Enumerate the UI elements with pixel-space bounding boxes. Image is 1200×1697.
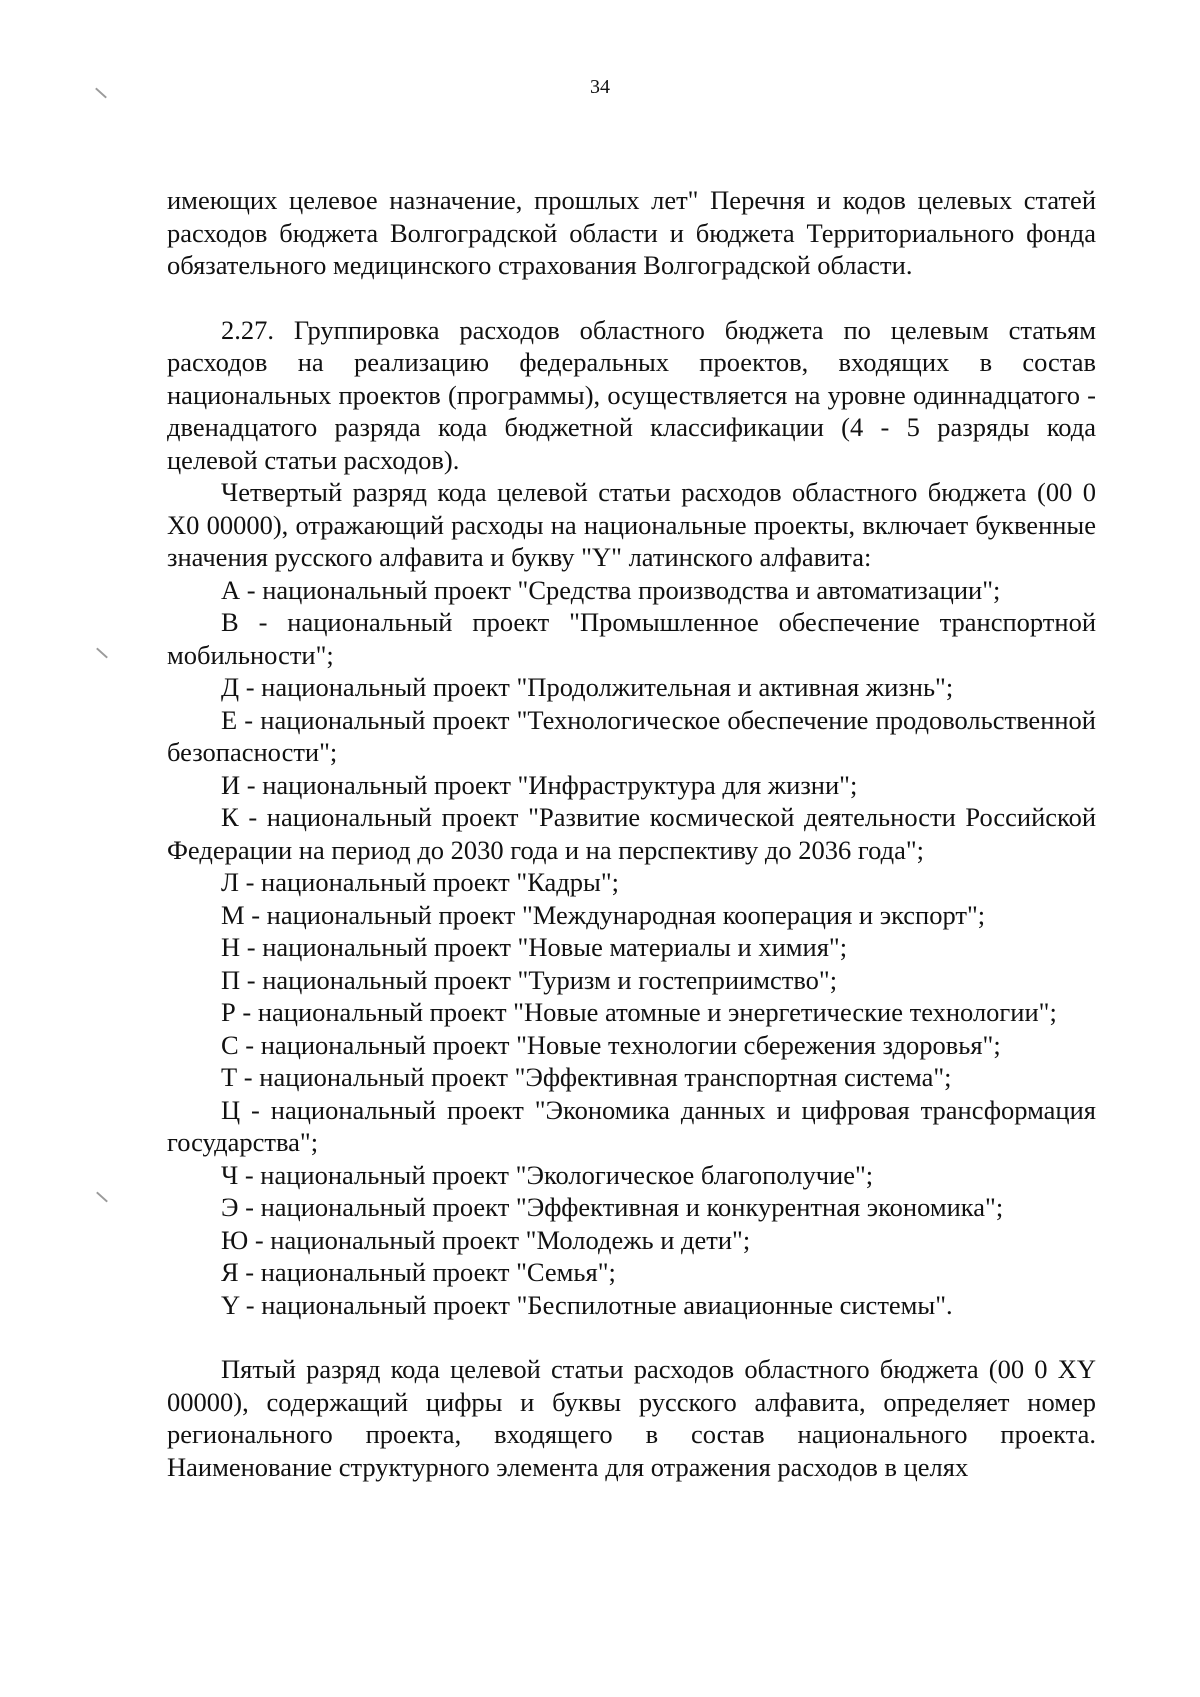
list-item: А - национальный проект "Средства производства и автоматизации"; — [221, 574, 1001, 605]
page-number: 34 — [590, 76, 610, 98]
list-item: Р - национальный проект "Новые атомные и энергетические технологии"; — [221, 997, 1057, 1027]
document-body — [167, 184, 1096, 1483]
scan-mark — [96, 648, 108, 659]
project-list — [167, 574, 1096, 1322]
paragraph-fourth-digit: Четвертый разряд кода целевой статьи расходов областного бюджета (00 0 Х0 00000), отражающий расходы на национальные проекты, включает буквенные значения русского алфавита и букву "Y" латинского алфавита: — [167, 477, 1096, 572]
list-item: М - национальный проект "Международная кооперация и экспорт"; — [221, 899, 986, 930]
list-item: П - национальный проект "Туризм и гостеприимство"; — [221, 964, 838, 995]
list-item: Ч - национальный проект "Экологическое благополучие"; — [221, 1159, 874, 1190]
list-item: Y - национальный проект "Беспилотные авиационные системы". — [221, 1289, 953, 1320]
list-item: Т - национальный проект "Эффективная транспортная система"; — [221, 1062, 952, 1092]
list-item: Е - национальный проект "Технологическое обеспечение продовольственной безопасности"; — [167, 704, 1096, 767]
list-item: И - национальный проект "Инфраструктура для жизни"; — [221, 769, 858, 800]
list-item: Ц - национальный проект "Экономика данных и цифровая трансформация государства"; — [167, 1094, 1096, 1157]
list-item: Н - национальный проект "Новые материалы и химия"; — [221, 932, 848, 962]
list-item: К - национальный проект "Развитие космической деятельности Российской Федерации на период до 2030 года и на перспективу до 2036 года"; — [167, 802, 1096, 865]
list-item: Э - национальный проект "Эффективная и конкурентная экономика"; — [221, 1192, 1004, 1222]
list-item: Я - национальный проект "Семья"; — [221, 1257, 616, 1287]
paragraph-fifth-digit: Пятый разряд кода целевой статьи расходов областного бюджета (00 0 XY 00000), содержащий цифры и буквы русского алфавита, определяет номер регионального проекта, входящего в состав национального проекта. Наименование структурного элемента для отражения расходов в целях — [167, 1354, 1096, 1482]
list-item: Ю - национальный проект "Молодежь и дети"; — [221, 1224, 751, 1255]
list-item: Д - национальный проект "Продолжительная и активная жизнь"; — [221, 672, 954, 702]
paragraph-continuation: имеющих целевое назначение, прошлых лет" Перечня и кодов целевых статей расходов бюджета Волгоградской области и бюджета Территориального фонда обязательного медицинского страхования Волгоградской области. — [167, 185, 1096, 280]
list-item: В - национальный проект "Промышленное обеспечение транспортной мобильности"; — [167, 607, 1096, 670]
scan-mark — [96, 1192, 108, 1203]
list-item: С - национальный проект "Новые технологии сбережения здоровья"; — [221, 1029, 1001, 1060]
list-item: Л - национальный проект "Кадры"; — [221, 867, 620, 897]
paragraph-2-27: 2.27. Группировка расходов областного бюджета по целевым статьям расходов на реализацию федеральных проектов, входящих в состав национальных проектов (программы), осуществляется на уровне одиннадцатого - двенадцатого разряда кода бюджетной классификации (4 - 5 разряды кода целевой статьи расходов). — [167, 314, 1096, 475]
